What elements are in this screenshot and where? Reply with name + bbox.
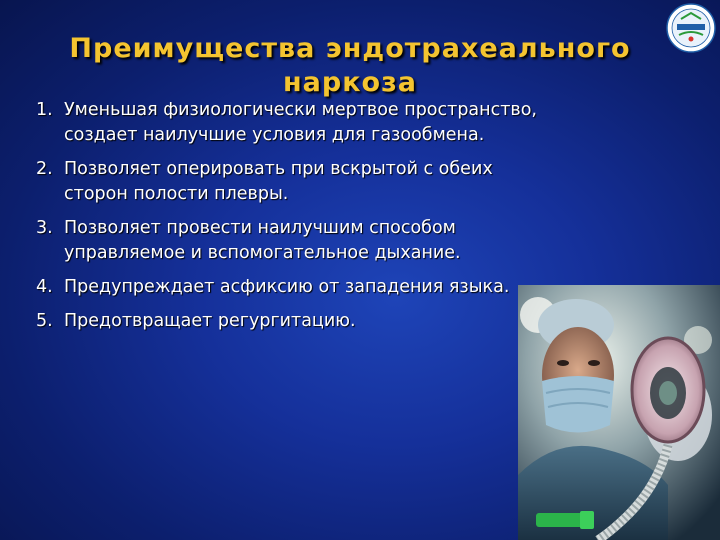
list-item-text: Уменьшая физиологически мертвое пространство, создает наилучшие условия для газообмена. xyxy=(64,100,537,145)
list-item-number: 3. xyxy=(36,218,53,238)
list-item-text: Позволяет оперировать при вскрытой с обеих сторон полости плевры. xyxy=(64,159,493,204)
page-title xyxy=(20,32,680,100)
list-item xyxy=(36,98,556,148)
list-item-text: Предупреждает асфиксию от западения языка. xyxy=(64,277,510,297)
list-item-text: Предотвращает регургитацию. xyxy=(64,311,356,331)
title-line-2: наркоза xyxy=(283,67,417,98)
list-item-number: 2. xyxy=(36,159,53,179)
list-item-text: Позволяет провести наилучшим способом управляемое и вспомогательное дыхание. xyxy=(64,218,461,263)
list-item xyxy=(36,309,556,334)
list-item-number: 5. xyxy=(36,311,53,331)
list-item xyxy=(36,275,556,300)
title-line-1: Преимущества эндотрахеального xyxy=(69,33,631,64)
list-item xyxy=(36,216,556,266)
list-item-number: 1. xyxy=(36,100,53,120)
list-item xyxy=(36,157,556,207)
list-item-number: 4. xyxy=(36,277,53,297)
advantages-list xyxy=(36,98,556,343)
